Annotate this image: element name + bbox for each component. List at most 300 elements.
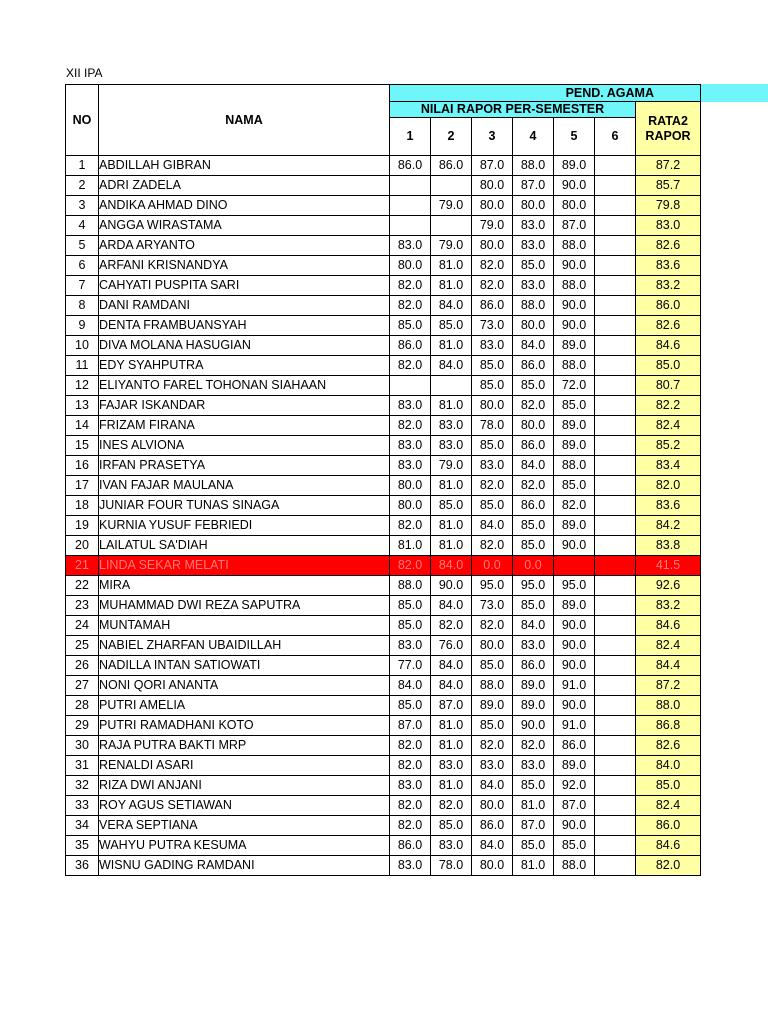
semester-4-score: 86.0 bbox=[513, 496, 554, 516]
semester-5-score: 89.0 bbox=[554, 336, 595, 356]
average-score: 86.0 bbox=[636, 816, 701, 836]
semester-6-score bbox=[595, 296, 636, 316]
semester-1-score: 81.0 bbox=[390, 536, 431, 556]
semester-2-score: 85.0 bbox=[431, 316, 472, 336]
row-number: 15 bbox=[66, 436, 99, 456]
table-row bbox=[66, 616, 701, 636]
semester-6-score bbox=[595, 576, 636, 596]
semester-1-score: 82.0 bbox=[390, 556, 431, 576]
average-score: 82.6 bbox=[636, 236, 701, 256]
semester-6-score bbox=[595, 656, 636, 676]
semester-6-score bbox=[595, 156, 636, 176]
student-name: KURNIA YUSUF FEBRIEDI bbox=[99, 516, 390, 536]
table-row bbox=[66, 436, 701, 456]
semester-3-score: 80.0 bbox=[472, 196, 513, 216]
semester-4-score: 85.0 bbox=[513, 256, 554, 276]
semester-4-score: 86.0 bbox=[513, 436, 554, 456]
semester-4-score: 80.0 bbox=[513, 316, 554, 336]
semester-3-score: 80.0 bbox=[472, 636, 513, 656]
semester-6-score bbox=[595, 236, 636, 256]
semester-1-score: 83.0 bbox=[390, 856, 431, 876]
row-number: 8 bbox=[66, 296, 99, 316]
table-row bbox=[66, 176, 701, 196]
semester-6-score bbox=[595, 436, 636, 456]
row-number: 6 bbox=[66, 256, 99, 276]
header-nama: NAMA bbox=[99, 85, 390, 156]
semester-5-score: 89.0 bbox=[554, 756, 595, 776]
average-score: 85.2 bbox=[636, 436, 701, 456]
semester-3-score: 85.0 bbox=[472, 436, 513, 456]
semester-4-score: 81.0 bbox=[513, 796, 554, 816]
semester-2-score: 84.0 bbox=[431, 676, 472, 696]
semester-2-score: 79.0 bbox=[431, 456, 472, 476]
table-row bbox=[66, 356, 701, 376]
table-row bbox=[66, 816, 701, 836]
semester-4-score: 81.0 bbox=[513, 856, 554, 876]
row-number: 20 bbox=[66, 536, 99, 556]
semester-1-score: 83.0 bbox=[390, 236, 431, 256]
semester-1-score: 80.0 bbox=[390, 256, 431, 276]
semester-2-score bbox=[431, 376, 472, 396]
row-number: 11 bbox=[66, 356, 99, 376]
table-row bbox=[66, 796, 701, 816]
row-number: 13 bbox=[66, 396, 99, 416]
semester-1-score: 85.0 bbox=[390, 616, 431, 636]
semester-3-score: 73.0 bbox=[472, 596, 513, 616]
semester-5-score: 90.0 bbox=[554, 176, 595, 196]
semester-3-score: 85.0 bbox=[472, 496, 513, 516]
semester-5-score: 72.0 bbox=[554, 376, 595, 396]
semester-5-score: 85.0 bbox=[554, 476, 595, 496]
semester-3-score: 80.0 bbox=[472, 236, 513, 256]
row-number: 29 bbox=[66, 716, 99, 736]
semester-4-score: 89.0 bbox=[513, 676, 554, 696]
row-number: 1 bbox=[66, 156, 99, 176]
semester-6-score bbox=[595, 536, 636, 556]
semester-3-score: 0.0 bbox=[472, 556, 513, 576]
table-row bbox=[66, 596, 701, 616]
semester-5-score: 90.0 bbox=[554, 636, 595, 656]
semester-5-score: 88.0 bbox=[554, 856, 595, 876]
header-fill-strip bbox=[699, 84, 768, 102]
table-row bbox=[66, 256, 701, 276]
table-row bbox=[66, 396, 701, 416]
table-row bbox=[66, 316, 701, 336]
student-name: NADILLA INTAN SATIOWATI bbox=[99, 656, 390, 676]
semester-2-score: 81.0 bbox=[431, 516, 472, 536]
semester-3-score: 86.0 bbox=[472, 296, 513, 316]
table-row bbox=[66, 576, 701, 596]
semester-3-score: 80.0 bbox=[472, 856, 513, 876]
table-row bbox=[66, 416, 701, 436]
semester-2-score: 83.0 bbox=[431, 436, 472, 456]
student-name: NABIEL ZHARFAN UBAIDILLAH bbox=[99, 636, 390, 656]
semester-5-score: 82.0 bbox=[554, 496, 595, 516]
row-number: 10 bbox=[66, 336, 99, 356]
student-name: WISNU GADING RAMDANI bbox=[99, 856, 390, 876]
row-number: 19 bbox=[66, 516, 99, 536]
semester-2-score: 84.0 bbox=[431, 556, 472, 576]
student-name: INES ALVIONA bbox=[99, 436, 390, 456]
semester-4-score: 87.0 bbox=[513, 176, 554, 196]
semester-3-score: 85.0 bbox=[472, 356, 513, 376]
semester-1-score: 85.0 bbox=[390, 696, 431, 716]
header-average-line1: RATA2 bbox=[648, 113, 688, 128]
student-name: MUHAMMAD DWI REZA SAPUTRA bbox=[99, 596, 390, 616]
semester-2-score: 82.0 bbox=[431, 616, 472, 636]
semester-4-score: 83.0 bbox=[513, 756, 554, 776]
semester-1-score bbox=[390, 196, 431, 216]
semester-3-score: 85.0 bbox=[472, 716, 513, 736]
average-score: 84.6 bbox=[636, 836, 701, 856]
semester-6-score bbox=[595, 376, 636, 396]
table-row bbox=[66, 156, 701, 176]
semester-5-score: 91.0 bbox=[554, 716, 595, 736]
average-score: 87.2 bbox=[636, 156, 701, 176]
header-semester-1: 1 bbox=[390, 118, 431, 156]
semester-2-score: 83.0 bbox=[431, 416, 472, 436]
table-row bbox=[66, 236, 701, 256]
header-average bbox=[636, 102, 701, 156]
table-row bbox=[66, 696, 701, 716]
row-number: 36 bbox=[66, 856, 99, 876]
semester-6-score bbox=[595, 556, 636, 576]
semester-5-score: 87.0 bbox=[554, 216, 595, 236]
semester-4-score: 0.0 bbox=[513, 556, 554, 576]
semester-3-score: 82.0 bbox=[472, 476, 513, 496]
semester-4-score: 84.0 bbox=[513, 336, 554, 356]
semester-4-score: 95.0 bbox=[513, 576, 554, 596]
semester-4-score: 85.0 bbox=[513, 776, 554, 796]
average-score: 82.4 bbox=[636, 796, 701, 816]
semester-2-score: 78.0 bbox=[431, 856, 472, 876]
table-row bbox=[66, 276, 701, 296]
row-number: 35 bbox=[66, 836, 99, 856]
semester-2-score: 81.0 bbox=[431, 736, 472, 756]
semester-3-score: 84.0 bbox=[472, 776, 513, 796]
header-semester-3: 3 bbox=[472, 118, 513, 156]
average-score: 83.0 bbox=[636, 216, 701, 236]
student-name: WAHYU PUTRA KESUMA bbox=[99, 836, 390, 856]
semester-6-score bbox=[595, 676, 636, 696]
semester-4-score: 83.0 bbox=[513, 236, 554, 256]
table-row bbox=[66, 516, 701, 536]
semester-4-score: 85.0 bbox=[513, 376, 554, 396]
semester-2-score: 81.0 bbox=[431, 536, 472, 556]
average-score: 83.8 bbox=[636, 536, 701, 556]
table-row bbox=[66, 496, 701, 516]
semester-4-score: 87.0 bbox=[513, 816, 554, 836]
semester-1-score: 86.0 bbox=[390, 836, 431, 856]
student-name: VERA SEPTIANA bbox=[99, 816, 390, 836]
student-name: ANDIKA AHMAD DINO bbox=[99, 196, 390, 216]
row-number: 30 bbox=[66, 736, 99, 756]
header-subject: PEND. AGAMA bbox=[390, 85, 701, 102]
semester-1-score: 82.0 bbox=[390, 296, 431, 316]
semester-1-score: 82.0 bbox=[390, 276, 431, 296]
header-semester-4: 4 bbox=[513, 118, 554, 156]
table-row-flagged bbox=[66, 556, 701, 576]
average-score: 92.6 bbox=[636, 576, 701, 596]
semester-2-score: 81.0 bbox=[431, 716, 472, 736]
row-number: 34 bbox=[66, 816, 99, 836]
semester-4-score: 88.0 bbox=[513, 296, 554, 316]
table-row bbox=[66, 676, 701, 696]
student-name: RIZA DWI ANJANI bbox=[99, 776, 390, 796]
average-score: 86.8 bbox=[636, 716, 701, 736]
student-name: FAJAR ISKANDAR bbox=[99, 396, 390, 416]
semester-6-score bbox=[595, 636, 636, 656]
semester-5-score: 85.0 bbox=[554, 396, 595, 416]
semester-2-score: 84.0 bbox=[431, 596, 472, 616]
semester-2-score: 86.0 bbox=[431, 156, 472, 176]
semester-4-score: 84.0 bbox=[513, 616, 554, 636]
table-row bbox=[66, 336, 701, 356]
semester-4-score: 88.0 bbox=[513, 156, 554, 176]
semester-4-score: 82.0 bbox=[513, 476, 554, 496]
semester-3-score: 83.0 bbox=[472, 756, 513, 776]
table-row bbox=[66, 376, 701, 396]
student-name: PUTRI AMELIA bbox=[99, 696, 390, 716]
student-name: FRIZAM FIRANA bbox=[99, 416, 390, 436]
table-row bbox=[66, 196, 701, 216]
header-no: NO bbox=[66, 85, 99, 156]
semester-2-score: 83.0 bbox=[431, 836, 472, 856]
table-row bbox=[66, 756, 701, 776]
semester-3-score: 95.0 bbox=[472, 576, 513, 596]
row-number: 9 bbox=[66, 316, 99, 336]
semester-5-score: 90.0 bbox=[554, 816, 595, 836]
student-name: ARDA ARYANTO bbox=[99, 236, 390, 256]
semester-5-score: 95.0 bbox=[554, 576, 595, 596]
semester-2-score: 84.0 bbox=[431, 296, 472, 316]
semester-1-score: 82.0 bbox=[390, 356, 431, 376]
row-number: 16 bbox=[66, 456, 99, 476]
semester-5-score: 85.0 bbox=[554, 836, 595, 856]
semester-6-score bbox=[595, 396, 636, 416]
header-semester-2: 2 bbox=[431, 118, 472, 156]
row-number: 18 bbox=[66, 496, 99, 516]
class-label: XII IPA bbox=[66, 66, 103, 80]
semester-6-score bbox=[595, 756, 636, 776]
row-number: 33 bbox=[66, 796, 99, 816]
semester-5-score: 88.0 bbox=[554, 236, 595, 256]
semester-5-score: 90.0 bbox=[554, 316, 595, 336]
semester-6-score bbox=[595, 616, 636, 636]
semester-3-score: 73.0 bbox=[472, 316, 513, 336]
semester-2-score: 81.0 bbox=[431, 396, 472, 416]
semester-5-score: 90.0 bbox=[554, 656, 595, 676]
row-number: 14 bbox=[66, 416, 99, 436]
student-name: ADRI ZADELA bbox=[99, 176, 390, 196]
row-number: 25 bbox=[66, 636, 99, 656]
table-row bbox=[66, 776, 701, 796]
semester-4-score: 83.0 bbox=[513, 216, 554, 236]
semester-3-score: 80.0 bbox=[472, 176, 513, 196]
row-number: 12 bbox=[66, 376, 99, 396]
semester-1-score: 80.0 bbox=[390, 496, 431, 516]
row-number: 7 bbox=[66, 276, 99, 296]
average-score: 41.5 bbox=[636, 556, 701, 576]
semester-1-score: 86.0 bbox=[390, 336, 431, 356]
average-score: 84.2 bbox=[636, 516, 701, 536]
semester-6-score bbox=[595, 796, 636, 816]
semester-6-score bbox=[595, 176, 636, 196]
semester-2-score: 84.0 bbox=[431, 656, 472, 676]
semester-5-score: 86.0 bbox=[554, 736, 595, 756]
student-name: RENALDI ASARI bbox=[99, 756, 390, 776]
grade-table-body bbox=[66, 156, 701, 876]
semester-5-score: 90.0 bbox=[554, 536, 595, 556]
average-score: 83.2 bbox=[636, 596, 701, 616]
student-name: MIRA bbox=[99, 576, 390, 596]
average-score: 85.0 bbox=[636, 356, 701, 376]
semester-4-score: 80.0 bbox=[513, 416, 554, 436]
average-score: 83.2 bbox=[636, 276, 701, 296]
semester-2-score: 81.0 bbox=[431, 256, 472, 276]
header-semester-6: 6 bbox=[595, 118, 636, 156]
semester-5-score: 88.0 bbox=[554, 456, 595, 476]
semester-6-score bbox=[595, 696, 636, 716]
header-semester-5: 5 bbox=[554, 118, 595, 156]
semester-2-score: 85.0 bbox=[431, 496, 472, 516]
semester-2-score: 81.0 bbox=[431, 336, 472, 356]
table-row bbox=[66, 216, 701, 236]
semester-5-score: 89.0 bbox=[554, 516, 595, 536]
average-score: 82.4 bbox=[636, 636, 701, 656]
semester-1-score: 84.0 bbox=[390, 676, 431, 696]
semester-5-score: 90.0 bbox=[554, 616, 595, 636]
row-number: 4 bbox=[66, 216, 99, 236]
student-name: ABDILLAH GIBRAN bbox=[99, 156, 390, 176]
header-rapor-semester: NILAI RAPOR PER-SEMESTER bbox=[390, 102, 636, 118]
average-score: 79.8 bbox=[636, 196, 701, 216]
semester-2-score: 81.0 bbox=[431, 276, 472, 296]
semester-3-score: 82.0 bbox=[472, 276, 513, 296]
semester-4-score: 90.0 bbox=[513, 716, 554, 736]
semester-1-score: 82.0 bbox=[390, 756, 431, 776]
semester-4-score: 82.0 bbox=[513, 736, 554, 756]
grade-table bbox=[65, 84, 701, 876]
semester-2-score bbox=[431, 176, 472, 196]
semester-5-score: 87.0 bbox=[554, 796, 595, 816]
table-row bbox=[66, 536, 701, 556]
row-number: 26 bbox=[66, 656, 99, 676]
semester-3-score: 86.0 bbox=[472, 816, 513, 836]
row-number: 24 bbox=[66, 616, 99, 636]
semester-6-score bbox=[595, 196, 636, 216]
student-name: DANI RAMDANI bbox=[99, 296, 390, 316]
semester-4-score: 84.0 bbox=[513, 456, 554, 476]
row-number: 5 bbox=[66, 236, 99, 256]
student-name: JUNIAR FOUR TUNAS SINAGA bbox=[99, 496, 390, 516]
row-number: 32 bbox=[66, 776, 99, 796]
student-name: ROY AGUS SETIAWAN bbox=[99, 796, 390, 816]
average-score: 82.0 bbox=[636, 476, 701, 496]
table-row bbox=[66, 456, 701, 476]
semester-1-score bbox=[390, 216, 431, 236]
table-row bbox=[66, 476, 701, 496]
semester-5-score: 89.0 bbox=[554, 416, 595, 436]
semester-1-score: 82.0 bbox=[390, 416, 431, 436]
student-name: NONI QORI ANANTA bbox=[99, 676, 390, 696]
row-number: 2 bbox=[66, 176, 99, 196]
average-score: 83.6 bbox=[636, 256, 701, 276]
semester-6-score bbox=[595, 776, 636, 796]
average-score: 80.7 bbox=[636, 376, 701, 396]
average-score: 83.6 bbox=[636, 496, 701, 516]
semester-6-score bbox=[595, 496, 636, 516]
semester-4-score: 89.0 bbox=[513, 696, 554, 716]
average-score: 83.4 bbox=[636, 456, 701, 476]
average-score: 88.0 bbox=[636, 696, 701, 716]
semester-1-score: 83.0 bbox=[390, 436, 431, 456]
student-name: LINDA SEKAR MELATI bbox=[99, 556, 390, 576]
semester-1-score bbox=[390, 376, 431, 396]
semester-1-score: 88.0 bbox=[390, 576, 431, 596]
student-name: MUNTAMAH bbox=[99, 616, 390, 636]
semester-6-score bbox=[595, 356, 636, 376]
row-number: 17 bbox=[66, 476, 99, 496]
semester-2-score: 82.0 bbox=[431, 796, 472, 816]
semester-2-score: 79.0 bbox=[431, 236, 472, 256]
average-score: 85.7 bbox=[636, 176, 701, 196]
semester-6-score bbox=[595, 256, 636, 276]
average-score: 84.4 bbox=[636, 656, 701, 676]
semester-3-score: 80.0 bbox=[472, 796, 513, 816]
semester-3-score: 82.0 bbox=[472, 536, 513, 556]
semester-5-score: 91.0 bbox=[554, 676, 595, 696]
average-score: 82.0 bbox=[636, 856, 701, 876]
row-number: 27 bbox=[66, 676, 99, 696]
semester-2-score: 90.0 bbox=[431, 576, 472, 596]
table-row bbox=[66, 736, 701, 756]
average-score: 84.6 bbox=[636, 616, 701, 636]
semester-4-score: 85.0 bbox=[513, 536, 554, 556]
semester-5-score: 88.0 bbox=[554, 356, 595, 376]
student-name: DIVA MOLANA HASUGIAN bbox=[99, 336, 390, 356]
semester-6-score bbox=[595, 216, 636, 236]
semester-3-score: 82.0 bbox=[472, 256, 513, 276]
semester-1-score: 83.0 bbox=[390, 776, 431, 796]
student-name: ARFANI KRISNANDYA bbox=[99, 256, 390, 276]
semester-3-score: 89.0 bbox=[472, 696, 513, 716]
semester-3-score: 84.0 bbox=[472, 836, 513, 856]
student-name: PUTRI RAMADHANI KOTO bbox=[99, 716, 390, 736]
row-number: 28 bbox=[66, 696, 99, 716]
semester-3-score: 85.0 bbox=[472, 376, 513, 396]
semester-3-score: 78.0 bbox=[472, 416, 513, 436]
semester-6-score bbox=[595, 836, 636, 856]
semester-3-score: 84.0 bbox=[472, 516, 513, 536]
semester-3-score: 87.0 bbox=[472, 156, 513, 176]
semester-3-score: 79.0 bbox=[472, 216, 513, 236]
semester-2-score: 87.0 bbox=[431, 696, 472, 716]
semester-1-score: 83.0 bbox=[390, 456, 431, 476]
header-average-line2: RAPOR bbox=[645, 129, 691, 143]
semester-5-score: 88.0 bbox=[554, 276, 595, 296]
semester-1-score: 82.0 bbox=[390, 516, 431, 536]
table-row bbox=[66, 296, 701, 316]
semester-2-score: 81.0 bbox=[431, 776, 472, 796]
student-name: CAHYATI PUSPITA SARI bbox=[99, 276, 390, 296]
average-score: 85.0 bbox=[636, 776, 701, 796]
semester-1-score: 82.0 bbox=[390, 816, 431, 836]
semester-3-score: 88.0 bbox=[472, 676, 513, 696]
semester-6-score bbox=[595, 336, 636, 356]
student-name: ELIYANTO FAREL TOHONAN SIAHAAN bbox=[99, 376, 390, 396]
average-score: 84.0 bbox=[636, 756, 701, 776]
